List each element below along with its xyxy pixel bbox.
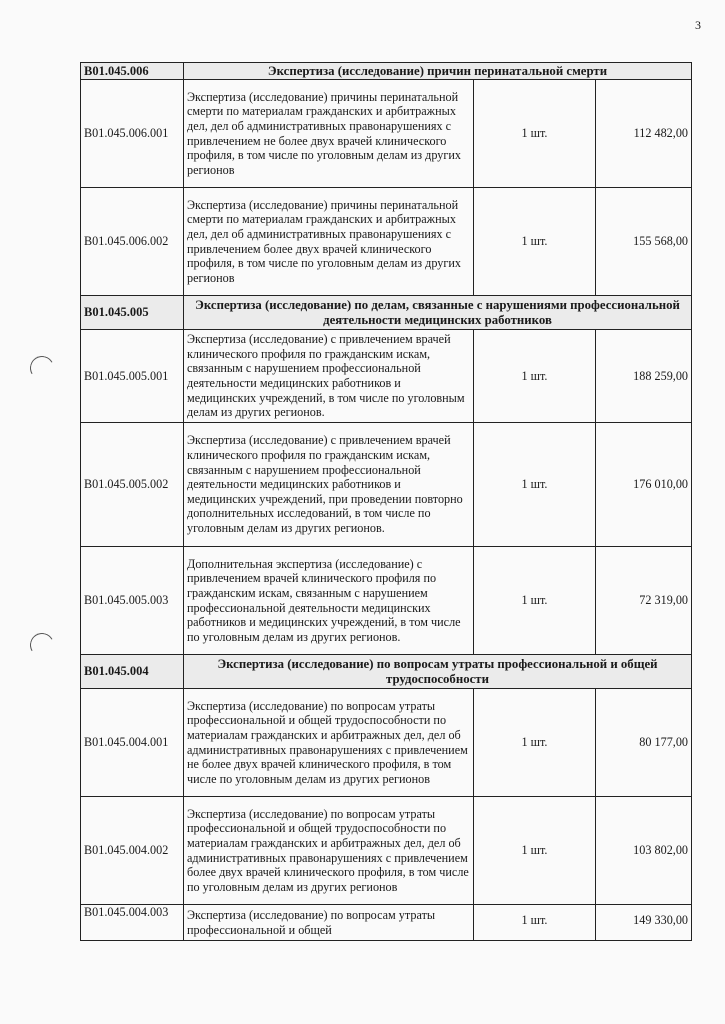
punch-hole-mark xyxy=(27,630,56,659)
service-price: 188 259,00 xyxy=(596,330,692,423)
service-price: 103 802,00 xyxy=(596,797,692,905)
service-unit: 1 шт. xyxy=(474,905,596,941)
table-row xyxy=(81,330,692,423)
service-unit: 1 шт. xyxy=(474,188,596,296)
service-price: 176 010,00 xyxy=(596,423,692,547)
table-row xyxy=(81,689,692,797)
service-price: 72 319,00 xyxy=(596,547,692,655)
service-unit: 1 шт. xyxy=(474,423,596,547)
service-unit: 1 шт. xyxy=(474,80,596,188)
service-unit: 1 шт. xyxy=(474,689,596,797)
service-description: Экспертиза (исследование) с привлечением врачей клинического профиля по гражданским искам, связанным с нарушением профессиональной деятельности медицинских работников и медицинских учреждений, в том числе по уголовным делам из других регионов. xyxy=(184,330,474,423)
service-code: B01.045.005.001 xyxy=(81,330,184,423)
service-price: 149 330,00 xyxy=(596,905,692,941)
service-price: 80 177,00 xyxy=(596,689,692,797)
service-description: Экспертиза (исследование) по вопросам утраты профессиональной и общей xyxy=(184,905,474,941)
price-table xyxy=(80,62,692,941)
service-description: Экспертиза (исследование) причины перинатальной смерти по материалам гражданских и арбитражных дел, дел об административных правонарушениях с привлечением не более двух врачей клинического профиля, в том числе по уголовным делам из других регионов xyxy=(184,80,474,188)
service-code: B01.045.006.002 xyxy=(81,188,184,296)
table-row xyxy=(81,547,692,655)
service-code: B01.045.005.002 xyxy=(81,423,184,547)
section-header-row xyxy=(81,296,692,330)
section-code: B01.045.005 xyxy=(81,296,184,330)
service-unit: 1 шт. xyxy=(474,330,596,423)
section-title: Экспертиза (исследование) по вопросам утраты профессиональной и общей трудоспособности xyxy=(184,655,692,689)
service-code: B01.045.004.003 xyxy=(81,905,184,941)
section-title: Экспертиза (исследование) по делам, связанные с нарушениями профессиональной деятельности медицинских работников xyxy=(184,296,692,330)
section-title: Экспертиза (исследование) причин перинатальной смерти xyxy=(184,63,692,80)
service-description: Экспертиза (исследование) по вопросам утраты профессиональной и общей трудоспособности по материалам гражданских и арбитражных дел, дел об административных правонарушениях с привлечением не более двух врачей клинического профиля, в том числе по уголовным делам из других регионов xyxy=(184,689,474,797)
service-code: B01.045.004.002 xyxy=(81,797,184,905)
section-code: B01.045.006 xyxy=(81,63,184,80)
table-row xyxy=(81,188,692,296)
table-row xyxy=(81,80,692,188)
page-number: 3 xyxy=(695,18,701,32)
service-unit: 1 шт. xyxy=(474,547,596,655)
service-description: Экспертиза (исследование) по вопросам утраты профессиональной и общей трудоспособности по материалам гражданских и арбитражных дел, дел об административных правонарушениях с привлечением более двух врачей клинического профиля, в том числе по уголовным делам из других регионов xyxy=(184,797,474,905)
table-row xyxy=(81,797,692,905)
section-header-row xyxy=(81,655,692,689)
service-description: Дополнительная экспертиза (исследование) с привлечением врачей клинического профиля по гражданским искам, связанным с нарушением профессиональной деятельности медицинских работников и медицинских учреждений, в том числе по уголовным делам из других регионов. xyxy=(184,547,474,655)
service-price: 112 482,00 xyxy=(596,80,692,188)
service-description: Экспертиза (исследование) причины перинатальной смерти по материалам гражданских и арбитражных дел, дел об административных правонарушениях с привлечением более двух врачей клинического профиля, в том числе по уголовным делам из других регионов xyxy=(184,188,474,296)
section-code: B01.045.004 xyxy=(81,655,184,689)
service-description: Экспертиза (исследование) с привлечением врачей клинического профиля по гражданским искам, связанным с нарушением профессиональной деятельности медицинских работников и медицинских учреждений, при проведении повторно дополнительных исследований, в том числе по уголовным делам из других регионов. xyxy=(184,423,474,547)
service-code: B01.045.006.001 xyxy=(81,80,184,188)
punch-hole-mark xyxy=(27,353,56,382)
service-code: B01.045.005.003 xyxy=(81,547,184,655)
section-header-row xyxy=(81,63,692,80)
service-code: B01.045.004.001 xyxy=(81,689,184,797)
table-row xyxy=(81,423,692,547)
table-row xyxy=(81,905,692,941)
service-price: 155 568,00 xyxy=(596,188,692,296)
service-unit: 1 шт. xyxy=(474,797,596,905)
